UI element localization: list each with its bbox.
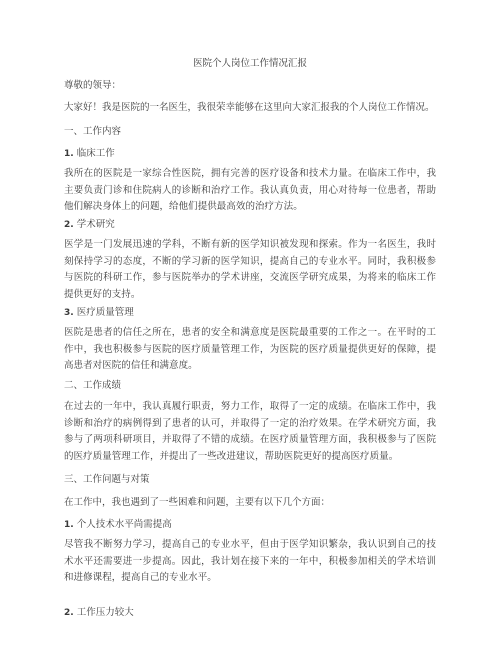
document-title: 医院个人岗位工作情况汇报 xyxy=(192,58,307,69)
paragraph-achievements: 在过去的一年中，我认真履行职责，努力工作，取得了一定的成绩。在临床工作中，我诊断和治疗的病例得到了患者的认可，并取得了一定的治疗效果。在学术研究方面，我参与了两项科研项目，并取得了不错的成绩。在医疗质量管理方面，我积极参与了医院的医疗质量管理工作，并提出了一些改进建议，帮助医院更好的提高医疗质量。 xyxy=(64,401,436,462)
section-heading-work-content: 一、工作内容 xyxy=(64,126,122,137)
item-number: 2. xyxy=(64,608,74,618)
item-title: 临床工作 xyxy=(76,148,115,159)
item-number: 1. xyxy=(64,149,74,159)
item-number: 1. xyxy=(64,520,74,530)
item-number: 2. xyxy=(64,220,74,230)
subheading-academic-research xyxy=(64,218,115,232)
paragraph-technical-level: 尽管我不断努力学习，提高自己的专业水平，但由于医学知识繁杂，我认识到自己的技术水平还需要进一步提高。因此，我计划在接下来的一年中，积极参加相关的学术培训和进修课程，提高自己的专业水平。 xyxy=(64,539,436,584)
subheading-clinical-work xyxy=(64,147,115,161)
salutation: 尊敬的领导： xyxy=(64,80,122,91)
item-title: 工作压力较大 xyxy=(76,607,134,618)
subheading-quality-management xyxy=(64,306,134,320)
section-heading-achievements: 二、工作成绩 xyxy=(64,380,122,391)
item-title: 学术研究 xyxy=(76,219,115,230)
problems-intro: 在工作中，我也遇到了一些困难和问题，主要有以下几个方面： xyxy=(64,497,331,508)
paragraph-quality-management: 医院是患者的信任之所在，患者的安全和满意度是医院最重要的工作之一。在平时的工作中，我也积极参与医院的医疗质量管理工作，为医院的医疗质量提供更好的保障，提高患者对医院的信任和满意度。 xyxy=(64,327,436,372)
subheading-work-pressure xyxy=(64,606,134,620)
item-number: 3. xyxy=(64,308,74,318)
paragraph-academic-research: 医学是一门发展迅速的学科，不断有新的医学知识被发现和探索。作为一名医生，我时刻保持学习的态度，不断的学习新的医学知识，提高自己的专业水平。同时，我积极参与医院的科研工作，参与医院举办的学术讲座，交流医学研究成果，为将来的临床工作提供更好的支持。 xyxy=(64,239,436,300)
section-heading-problems: 三、工作问题与对策 xyxy=(64,474,150,485)
intro-paragraph: 大家好！我是医院的一名医生，我很荣幸能够在这里向大家汇报我的个人岗位工作情况。 xyxy=(64,102,435,113)
paragraph-clinical-work: 我所在的医院是一家综合性医院，拥有完善的医疗设备和技术力量。在临床工作中，我主要负责门诊和住院病人的诊断和治疗工作。我认真负责，用心对待每一位患者，帮助他们解决身体上的问题，给他们提供最高效的治疗方法。 xyxy=(64,168,436,213)
item-title: 个人技术水平尚需提高 xyxy=(76,519,172,530)
item-title: 医疗质量管理 xyxy=(76,307,134,318)
subheading-technical-level xyxy=(64,518,172,532)
